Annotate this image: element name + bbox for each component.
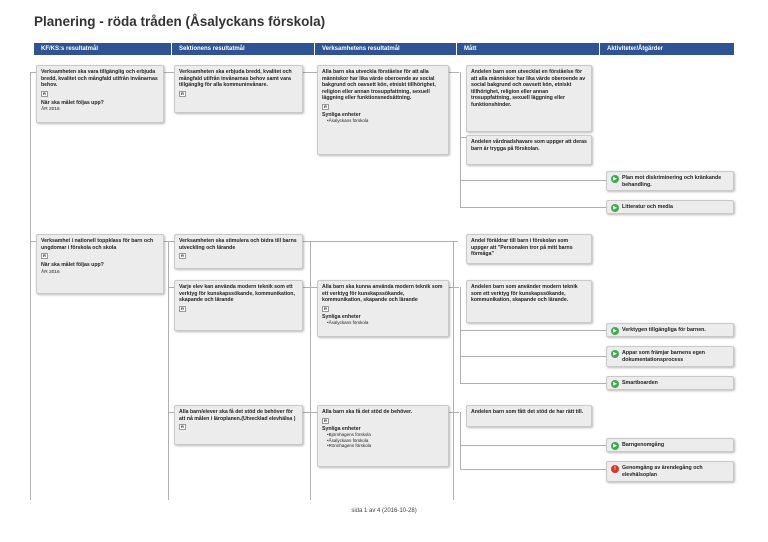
connector-line xyxy=(460,180,606,181)
goal-text: Varje elev kan använda modern teknik som ett verktyg för kunskapssökande, kommunikation, skapande och lärande xyxy=(179,284,295,303)
r-button[interactable]: R xyxy=(322,306,329,312)
matt-card[interactable] xyxy=(466,135,592,165)
matt-card[interactable] xyxy=(466,405,592,427)
play-icon: ▶ xyxy=(611,204,619,212)
play-icon: ▶ xyxy=(611,327,619,335)
goal-text: Verksamheten ska vara tillgänglig och erbjuda bredd, kvalitet och mångfald utifrån invånarnas behov. xyxy=(41,69,158,88)
column-header-kf: KF/KS:s resultatmål xyxy=(34,43,171,55)
followup-question: När ska målet följas upp? xyxy=(41,99,104,106)
connector-line xyxy=(164,241,174,242)
matt-card[interactable] xyxy=(466,234,592,264)
verksamhet-goal-card[interactable] xyxy=(317,65,449,155)
connector-line xyxy=(303,241,458,242)
measure-text: Andelen vårdnadshavare som uppger att deras barn är trygga på förskolan. xyxy=(471,139,587,152)
play-icon: ▶ xyxy=(611,442,619,450)
connector-line xyxy=(460,356,606,357)
connector-line xyxy=(168,241,169,500)
goal-text: Alla barn/elever ska få det stöd de behöver för att nå målen i läroplanen.(Utvecklad elevhälsa ) xyxy=(179,409,296,422)
activity-text: Appar som främjar barnens egen dokumentationsprocess xyxy=(622,350,706,363)
activity-card[interactable] xyxy=(606,200,734,214)
goal-text: Alla barn ska utveckla förståelse för att alla människor har lika värde oberoende av social bakgrund och oavsett kön, etniskt tillhörighet, religion eller annan trosuppfattning, sexuell läggning eller funktionsnedsättning. xyxy=(322,69,436,101)
unit-item: •Rönnhagens förskola xyxy=(327,443,372,449)
column-header-sektion: Sektionens resultatmål xyxy=(172,43,314,55)
warning-icon: ! xyxy=(611,465,619,473)
measure-text: Andelen barn som fått det stöd de har rätt till. xyxy=(471,409,584,415)
column-header-aktiviteter: Aktiviteter/Åtgärder xyxy=(600,43,734,55)
goal-text: Alla barn ska kunna använda modern teknik som ett verktyg för kunskapssökande, kommunikation, skapande och lärande xyxy=(322,284,443,303)
connector-line xyxy=(30,72,31,500)
goal-text: Verksamhet i nationell toppklass för barn och ungdomar i förskola och skola xyxy=(41,238,154,251)
sektion-goal-card[interactable] xyxy=(174,280,303,331)
sektion-goal-card[interactable] xyxy=(174,405,303,445)
r-button[interactable]: R xyxy=(179,306,186,312)
goal-text: Verksamheten ska erbjuda bredd, kvalitet och mångfald utifrån invånarnas behov samt vara tillgänglig för alla kommuninvånare. xyxy=(179,69,292,88)
connector-line xyxy=(460,383,606,384)
unit-item: •Åsalyckans förskola xyxy=(327,118,369,123)
r-button[interactable]: R xyxy=(322,418,329,424)
column-header-matt: Mått xyxy=(457,43,599,55)
activity-text: Litteratur och media xyxy=(622,204,673,210)
matt-card[interactable] xyxy=(466,65,592,132)
r-button[interactable]: R xyxy=(179,424,186,430)
measure-text: Andelen barn som använder modern teknik som ett verktyg för kunskapssökande, kommunikation, skapande och lärande. xyxy=(471,284,578,303)
unit-item: •Åsalyckans förskola xyxy=(327,437,369,443)
activity-text: Genomgång av ärendegång och elevhälsoplan xyxy=(622,465,703,478)
activity-card[interactable] xyxy=(606,438,734,452)
connector-line xyxy=(449,72,459,73)
page-footer: sida 1 av 4 (2016-10-28) xyxy=(351,508,417,514)
followup-year: ÅR 2016 xyxy=(41,107,60,112)
connector-line xyxy=(460,207,606,208)
play-icon: ▶ xyxy=(611,350,619,358)
connector-line xyxy=(164,72,174,73)
activity-text: Barngenomgång xyxy=(622,442,665,448)
units-label: Synliga enheter xyxy=(322,425,361,432)
goal-text: Alla barn ska få det stöd de behöver. xyxy=(322,409,413,415)
verksamhet-goal-card[interactable] xyxy=(317,280,449,337)
goal-text: Verksamheten ska stimulera och bidra till barns utveckling och lärande xyxy=(179,238,297,251)
connector-line xyxy=(303,72,317,73)
r-button[interactable]: R xyxy=(41,91,48,97)
followup-question: När ska målet följas upp? xyxy=(41,262,104,268)
connector-line xyxy=(460,287,461,383)
sektion-goal-card[interactable] xyxy=(174,234,303,269)
connector-line xyxy=(449,287,459,288)
activity-card[interactable] xyxy=(606,171,734,191)
page-title: Planering - röda tråden (Åsalyckans förskola) xyxy=(34,14,326,29)
r-button[interactable]: R xyxy=(322,104,329,110)
activity-text: Plan mot diskriminering och kränkande behandling. xyxy=(622,175,722,188)
connector-line xyxy=(310,241,311,500)
activity-card[interactable] xyxy=(606,376,734,390)
matt-card[interactable] xyxy=(466,280,592,323)
play-icon: ▶ xyxy=(611,175,619,183)
connector-line xyxy=(453,241,454,500)
measure-text: Andel föräldrar till barn i förskolan som uppger att "Personalen tror på mitt barns förmåga" xyxy=(471,238,573,257)
activity-card[interactable] xyxy=(606,461,734,482)
unit-item: •Björnhagens förskola xyxy=(327,432,371,437)
connector-line xyxy=(460,445,606,446)
kf-goal-card[interactable] xyxy=(36,65,164,123)
sektion-goal-card[interactable] xyxy=(174,65,303,113)
r-button[interactable]: R xyxy=(41,253,48,259)
followup-year: ÅR 2016 xyxy=(41,269,60,275)
verksamhet-goal-card[interactable] xyxy=(317,405,449,467)
connector-line xyxy=(460,469,606,470)
column-header-verksamhet: Verksamhetens resultatmål xyxy=(315,43,456,55)
r-button[interactable]: R xyxy=(179,253,186,259)
activity-text: Verktygen tillgängliga för barnen. xyxy=(622,327,706,333)
connector-line xyxy=(460,72,461,207)
kf-goal-card[interactable] xyxy=(36,234,164,294)
units-label: Synliga enheter xyxy=(322,111,361,118)
play-icon: ▶ xyxy=(611,380,619,388)
unit-item: •Åsalyckans förskola xyxy=(327,320,369,325)
connector-line xyxy=(460,412,461,469)
activity-card[interactable] xyxy=(606,346,734,367)
connector-line xyxy=(460,330,606,331)
activity-card[interactable] xyxy=(606,323,734,337)
r-button[interactable]: R xyxy=(179,91,186,97)
connector-line xyxy=(449,412,459,413)
units-label: Synliga enheter xyxy=(322,313,361,320)
measure-text: Andelen barn som utvecklat en förståelse för att alla människor har lika värde oberoende av social bakgrund och oavsett kön, etniskt tillhörighet, religion eller annan trosuppfattning, sexuell läggning eller funktionshinder. xyxy=(471,69,586,108)
activity-text: Smartboarden xyxy=(622,380,658,386)
